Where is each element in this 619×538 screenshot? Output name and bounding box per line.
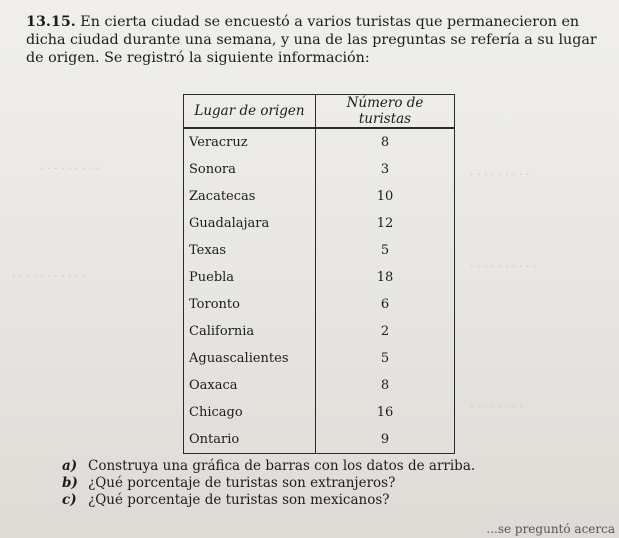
- table-row: [184, 264, 455, 291]
- cell-place: California: [184, 318, 316, 345]
- cell-place: Puebla: [184, 264, 316, 291]
- question-text: Construya una gráfica de barras con los datos de arriba.: [88, 458, 476, 474]
- problem-text: En cierta ciudad se encuestó a varios turistas que permanecieron en dicha ciudad durante una semana, y una de las preguntas se refería a su lugar de origen. Se registró la siguiente información:: [26, 14, 597, 66]
- cell-count: 18: [316, 264, 455, 291]
- cell-place: Aguascalientes: [184, 345, 316, 372]
- cell-place: Toronto: [184, 291, 316, 318]
- table-row: [184, 345, 455, 372]
- bleed-through-left-1: · · · · · · · · ·: [40, 162, 100, 175]
- header-count: Número de turistas: [316, 95, 455, 129]
- table-row: [184, 399, 455, 426]
- question-a: [62, 458, 475, 475]
- table-row: [184, 426, 455, 454]
- header-origin: Lugar de origen: [184, 95, 316, 129]
- cell-count: 10: [316, 183, 455, 210]
- problem-number: 13.15.: [26, 14, 76, 30]
- question-text: ¿Qué porcentaje de turistas son mexicanos?: [88, 492, 390, 508]
- cell-count: 12: [316, 210, 455, 237]
- question-letter: a): [62, 458, 78, 474]
- bleed-through-right-2: · · · · · · · · · ·: [470, 260, 537, 273]
- cell-count: 5: [316, 345, 455, 372]
- problem-statement: [26, 13, 598, 67]
- next-page-fragment: ...se preguntó acerca: [486, 522, 615, 536]
- cell-place: Sonora: [184, 156, 316, 183]
- cell-place: Chicago: [184, 399, 316, 426]
- question-b: [62, 475, 475, 492]
- tourist-origin-table: [183, 94, 455, 454]
- cell-count: 5: [316, 237, 455, 264]
- cell-place: Oaxaca: [184, 372, 316, 399]
- table-row: [184, 291, 455, 318]
- question-c: [62, 492, 475, 509]
- table-header-row: [184, 95, 455, 129]
- cell-count: 9: [316, 426, 455, 454]
- table-row: [184, 318, 455, 345]
- questions-list: [62, 458, 475, 509]
- table-row: [184, 210, 455, 237]
- bleed-through-left-2: · · · · · · · · · · ·: [12, 270, 86, 283]
- cell-place: Guadalajara: [184, 210, 316, 237]
- cell-count: 8: [316, 372, 455, 399]
- bleed-through-right-3: · · · · · · · ·: [470, 400, 523, 413]
- question-letter: c): [62, 492, 77, 508]
- cell-count: 2: [316, 318, 455, 345]
- question-text: ¿Qué porcentaje de turistas son extranjeros?: [88, 475, 396, 491]
- cell-place: Texas: [184, 237, 316, 264]
- table-row: [184, 372, 455, 399]
- bleed-through-right-1: · · · · · · · · ·: [470, 168, 530, 181]
- cell-count: 6: [316, 291, 455, 318]
- cell-place: Zacatecas: [184, 183, 316, 210]
- table-row: [184, 128, 455, 156]
- cell-count: 8: [316, 128, 455, 156]
- question-letter: b): [62, 475, 78, 491]
- cell-count: 16: [316, 399, 455, 426]
- cell-count: 3: [316, 156, 455, 183]
- table-row: [184, 237, 455, 264]
- table-row: [184, 183, 455, 210]
- table-row: [184, 156, 455, 183]
- cell-place: Veracruz: [184, 128, 316, 156]
- cell-place: Ontario: [184, 426, 316, 454]
